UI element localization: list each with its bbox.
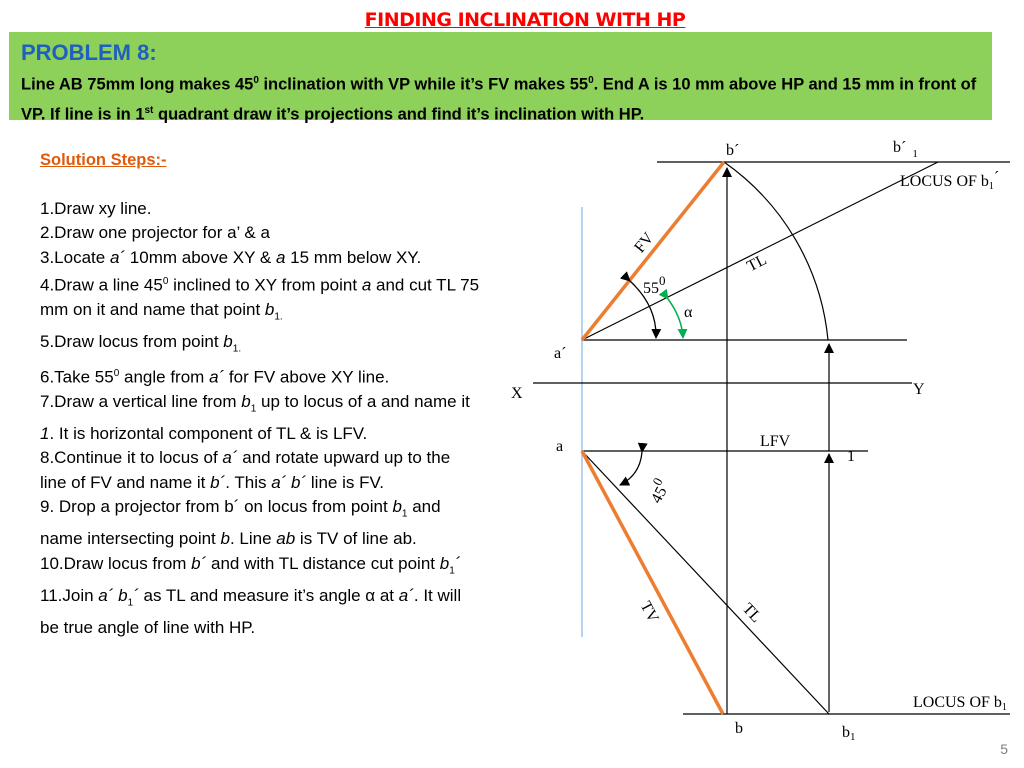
locus-b1-label: [913, 694, 1007, 713]
alpha-arc: [668, 299, 683, 338]
step-text: 2.Draw one projector for a’ & a: [40, 223, 270, 242]
step-text: 10.Draw locus from: [40, 553, 192, 573]
step-italic: a´ b: [98, 585, 128, 605]
step-italic: a: [275, 247, 286, 267]
step-text: angle from: [119, 367, 210, 387]
step-italic: b: [264, 300, 275, 320]
step-italic: ´: [454, 553, 461, 573]
step-italic: b: [223, 332, 233, 352]
step-text: as TL and measure it’s angle α at: [138, 585, 399, 605]
step-text: is TV of line ab.: [295, 529, 417, 549]
problem-text-1: Line AB 75mm long makes 45: [21, 75, 254, 94]
angle-55-value: 55: [643, 280, 659, 297]
step-text: . It will be true angle of line with HP.: [40, 585, 462, 637]
step-text: and rotate upward up to the line of FV and name it: [40, 448, 451, 492]
step-italic: a: [361, 275, 372, 295]
rotation-arc: [724, 162, 828, 340]
step-italic: b: [439, 553, 450, 573]
problem-heading: PROBLEM 8:: [21, 40, 157, 65]
step-italic: b´: [210, 472, 226, 492]
locus-b1-text: LOCUS OF b: [913, 694, 1002, 711]
step-text: 8.Continue it to locus of: [40, 448, 223, 468]
b-dash-label: b´: [726, 142, 740, 159]
solution-heading: Solution Steps:-: [40, 151, 167, 169]
b1-label: [842, 724, 856, 743]
angle-55-label: [643, 273, 666, 297]
step-text: 4.Draw a line 45: [40, 275, 163, 295]
tl-label-lower: TL: [738, 600, 765, 627]
locus-b1-sub: 1: [1001, 702, 1007, 713]
lfv-label: LFV: [760, 433, 791, 450]
step-text: and with TL distance cut point: [206, 553, 440, 573]
angle-45-value: 45: [647, 484, 671, 507]
step-italic: a´ b´: [271, 472, 307, 492]
step-italic: a´: [398, 585, 414, 605]
b1-sub: 1: [850, 731, 856, 743]
problem-sup-3: st: [144, 104, 154, 116]
step-sup: 0: [162, 276, 169, 287]
step-italic: ´: [133, 585, 139, 605]
fv-line: [582, 162, 724, 340]
tv-label: TV: [636, 598, 662, 626]
step-text: 11.Join: [40, 585, 99, 605]
step-italic: a´: [222, 448, 238, 468]
step-sub: 1.: [232, 343, 242, 355]
step-text: inclined to XY from point: [168, 275, 362, 295]
locus-b1-dash-text: LOCUS OF b: [900, 173, 989, 190]
step-text: for FV above XY line.: [224, 367, 390, 387]
tl-line-lower: [582, 451, 829, 714]
step-text: . This: [225, 472, 272, 492]
a-label: a: [556, 438, 564, 455]
step-text: and name intersecting point: [40, 497, 441, 549]
page-number: 5: [1000, 741, 1008, 757]
slide-title: FINDING INCLINATION WITH HP: [364, 9, 686, 31]
step-sub: 1: [250, 403, 257, 415]
alpha-label: α: [684, 304, 693, 321]
step-text: 15 mm below XY.: [285, 247, 422, 267]
problem-sup-1: 0: [253, 75, 259, 86]
locus-b1-dash-tail: ´: [993, 169, 1000, 186]
b1-dash-label-text: b´: [893, 139, 907, 156]
b-label: b: [735, 720, 743, 737]
step-text: 6.Take 55: [40, 367, 114, 387]
x-label: X: [511, 385, 523, 402]
tl-label-upper: TL: [744, 251, 770, 276]
step-text: 9. Drop a projector from b´ on locus from point: [40, 497, 393, 517]
y-label: Y: [913, 381, 925, 398]
b1-dash-label: [893, 139, 918, 160]
step-text: . It is horizontal component of TL & is LFV.: [49, 423, 368, 443]
step-italic: b´: [191, 553, 207, 573]
step-sub: 1: [449, 565, 455, 577]
step-sub: 1.: [274, 311, 283, 323]
step-text: 10mm above XY &: [125, 247, 276, 267]
problem-text-4: quadrant draw it’s projections and find it’s inclination with HP.: [153, 105, 645, 123]
locus-b1-dash-sub: 1: [988, 181, 994, 192]
angle-55-degree: 0: [659, 273, 666, 288]
problem-text-3: . End A is 10 mm above HP and 15 mm in front of VP. If line is in 1: [21, 75, 977, 123]
step-sub: 1: [401, 508, 408, 520]
step-sup: 0: [113, 367, 120, 379]
angle-45-degree: 0: [649, 475, 666, 488]
problem-text-2: inclination with VP while it’s FV makes 55: [258, 75, 589, 94]
b1-text: b: [842, 724, 850, 741]
angle-45-label: [642, 475, 674, 506]
step-text: up to locus of a and name it: [256, 392, 470, 412]
step-italic: b: [241, 392, 251, 412]
point-1-label: 1: [847, 448, 855, 465]
step-sub: 1: [127, 597, 134, 609]
step-text: 5.Draw locus from point: [40, 332, 224, 352]
tl-line-upper: [582, 162, 938, 340]
step-italic: ab: [276, 529, 296, 549]
step-text: 3.Locate: [40, 247, 110, 267]
step-text: line is FV.: [306, 472, 384, 492]
step-text: and cut TL 75 mm on it and name that point: [40, 275, 480, 320]
fv-label: FV: [631, 229, 658, 257]
angle-45-arc: [620, 452, 642, 485]
problem-sup-2: 0: [588, 75, 594, 86]
step-text: 7.Draw a vertical line from: [40, 392, 242, 412]
locus-b1-dash-label: [900, 169, 999, 192]
step-text: . Line: [229, 529, 277, 549]
step-italic: 1: [40, 423, 50, 443]
b1-dash-label-sub: 1: [912, 148, 918, 160]
a-dash-label: a´: [554, 345, 567, 362]
step-italic: b: [392, 497, 402, 517]
step-italic: b: [220, 529, 230, 549]
step-italic: a´: [209, 367, 225, 387]
step-text: 1.Draw xy line.: [40, 198, 152, 218]
step-italic: a´: [109, 247, 126, 267]
